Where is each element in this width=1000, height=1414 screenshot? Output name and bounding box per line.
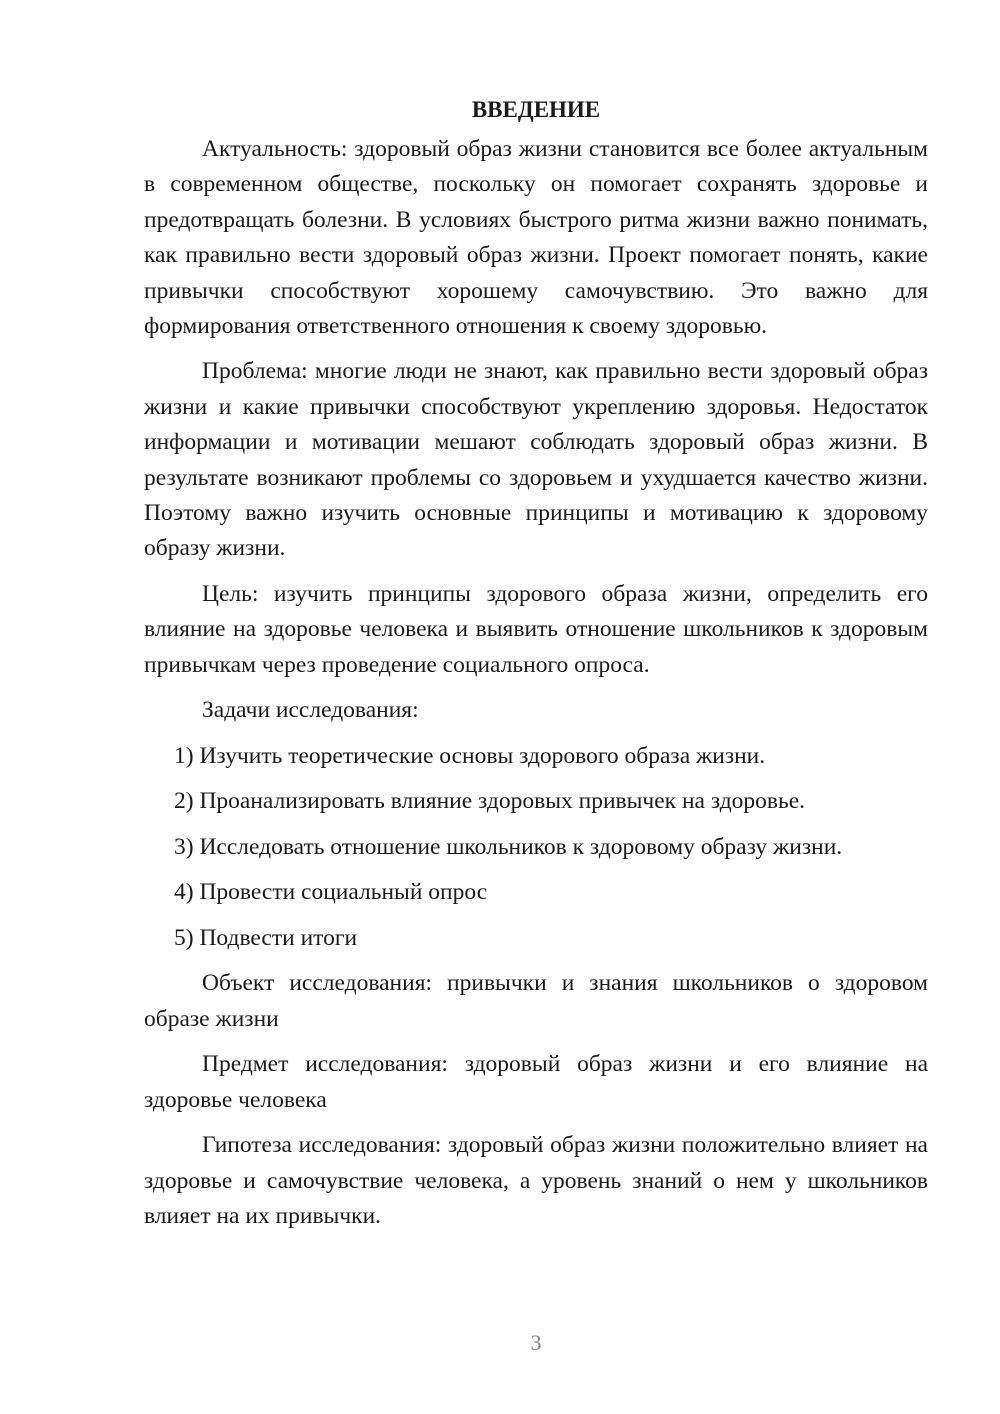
tasks-heading: Задачи исследования: [202, 697, 419, 724]
paragraph-problem: Проблема: многие люди не знают, как правильно вести здоровый образ жизни и какие привычки способствуют укреплению здоровья. Недостаток информации и мотивации мешают соблюдать здоровый образ жизни. В результате возникают проблемы со здоровьем и ухудшается качество жизни. Поэтому важно изучить основные принципы и мотивацию к здоровому образу жизни. [144, 358, 928, 562]
page-title: ВВЕДЕНИЕ [471, 97, 601, 122]
document-page [144, 92, 928, 1244]
task-item-3: 3) Исследовать отношение школьников к здоровому образу жизни. [174, 833, 843, 860]
task-item-5: 5) Подвести итоги [174, 924, 358, 951]
tasks-list [144, 739, 928, 957]
paragraph-subject: Предмет исследования: здоровый образ жизни и его влияние на здоровье человека [144, 1051, 928, 1113]
paragraph-relevance: Актуальность: здоровый образ жизни становится все более актуальным в современном обществе, поскольку он помогает сохранять здоровье и предотвращать болезни. В условиях быстрого ритма жизни важно понимать, как правильно вести здоровый образ жизни. Проект помогает понять, какие привычки способствуют хорошему самочувствию. Это важно для формирования ответственного отношения к своему здоровью. [144, 136, 928, 340]
task-item-1: 1) Изучить теоретические основы здорового образа жизни. [174, 742, 766, 769]
task-item-4: 4) Провести социальный опрос [174, 879, 488, 906]
task-item-2: 2) Проанализировать влияние здоровых привычек на здоровье. [174, 788, 806, 815]
page-number: 3 [530, 1330, 542, 1355]
paragraph-object: Объект исследования: привычки и знания школьников о здоровом образе жизни [144, 970, 928, 1032]
paragraph-hypothesis: Гипотеза исследования: здоровый образ жизни положительно влияет на здоровье и самочувствие человека, а уровень знаний о нем у школьников влияет на их привычки. [144, 1132, 928, 1229]
paragraph-goal: Цель: изучить принципы здорового образа жизни, определить его влияние на здоровье человека и выявить отношение школьников к здоровым привычкам через проведение социального опроса. [144, 580, 928, 678]
